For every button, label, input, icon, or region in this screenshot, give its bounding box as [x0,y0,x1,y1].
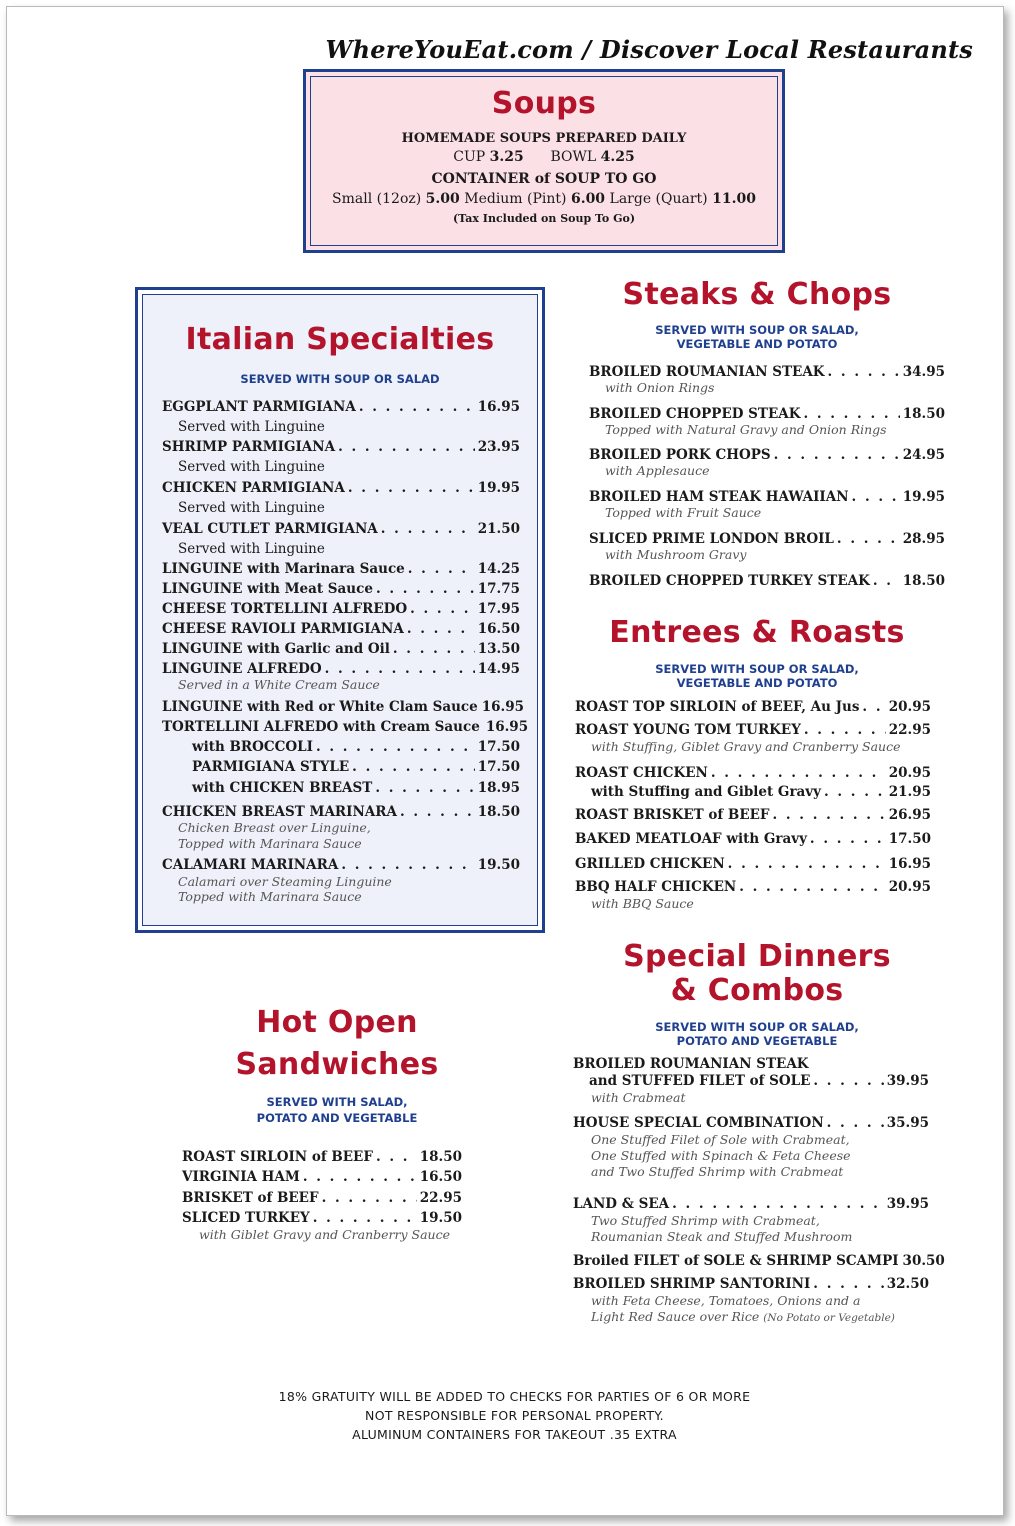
menu-item: BROILED ROUMANIAN STEAK . . . 34.95 [589,363,945,381]
menu-item: ROAST BRISKET of BEEF . . . 26.95 [575,806,931,824]
site-header: WhereYouEat.com / Discover Local Restaurants [325,35,973,64]
item-desc: with Feta Cheese, Tomatoes, Onions and a [591,1293,861,1308]
item-desc: Topped with Marinara Sauce [178,889,362,904]
item-desc: with BBQ Sauce [591,896,694,911]
menu-item: BBQ HALF CHICKEN . . . 20.95 [575,878,931,896]
special-title-2: & Combos [670,973,844,1008]
italian-box [135,287,545,933]
soups-tax-note: (Tax Included on Soup To Go) [452,212,636,225]
steaks-title: Steaks & Chops [622,277,892,312]
sandwiches-subtitle-1: SERVED WITH SALAD, [266,1095,408,1109]
item-desc: and Two Stuffed Shrimp with Crabmeat [591,1164,844,1179]
menu-item: ROAST TOP SIRLOIN of BEEF, Au Jus . . . 20.95 [575,698,931,716]
bowl-label: BOWL [550,149,597,165]
menu-item: EGGPLANT PARMIGIANA . . . 16.95 [162,398,520,416]
menu-item: SLICED PRIME LONDON BROIL . . . 28.95 [589,530,945,548]
large-label: Large (Quart) [609,191,708,207]
footer-property: NOT RESPONSIBLE FOR PERSONAL PROPERTY. [365,1408,664,1423]
item-desc: Served in a White Cream Sauce [178,677,380,692]
menu-item: with Stuffing and Giblet Gravy . . . 21.95 [591,783,931,801]
item-desc: Served with Linguine [178,419,325,435]
menu-item: ROAST CHICKEN . . . 20.95 [575,764,931,782]
menu-item: LINGUINE with Garlic and Oil . . . 13.50 [162,640,520,658]
menu-item: HOUSE SPECIAL COMBINATION . . . 35.95 [573,1114,929,1132]
bowl-price: 4.25 [600,149,635,165]
soups-cup-bowl [306,148,782,166]
steaks-subtitle-2: VEGETABLE AND POTATO [676,337,838,351]
menu-item: CHICKEN BREAST MARINARA . . . 18.50 [162,803,520,821]
menu-item: SHRIMP PARMIGIANA . . . 23.95 [162,438,520,456]
menu-item: LAND & SEA . . . 39.95 [573,1195,929,1213]
special-subtitle-1: SERVED WITH SOUP OR SALAD, [655,1020,859,1034]
item-desc: with Mushroom Gravy [605,547,747,562]
item-desc: Topped with Natural Gravy and Onion Rings [605,422,887,437]
menu-item: LINGUINE with Red or White Clam Sauce 16.95 [162,699,524,715]
soups-box [303,69,785,253]
menu-item: BAKED MEATLOAF with Gravy . . . 17.50 [575,830,931,848]
menu-item: SLICED TURKEY . . . 19.50 [182,1209,462,1227]
soups-sizes [306,190,782,208]
menu-item: VEAL CUTLET PARMIGIANA . . . 21.50 [162,520,520,538]
item-desc: One Stuffed Filet of Sole with Crabmeat, [591,1132,850,1147]
item-desc: Topped with Marinara Sauce [178,836,362,851]
menu-item: CHEESE RAVIOLI PARMIGIANA . . . 16.50 [162,620,520,638]
menu-item: Broiled FILET of SOLE & SHRIMP SCAMPI 30.50 [573,1253,945,1269]
item-desc: Chicken Breast over Linguine, [178,820,371,835]
menu-item: GRILLED CHICKEN . . . 16.95 [575,855,931,873]
special-title-1: Special Dinners [623,939,891,974]
small-price: 5.00 [425,191,460,207]
item-desc: with Onion Rings [605,380,715,395]
cup-label: CUP [453,149,486,165]
item-desc: Roumanian Steak and Stuffed Mushroom [591,1229,853,1244]
item-desc: One Stuffed with Spinach & Feta Cheese [591,1148,851,1163]
menu-item: TORTELLINI ALFREDO with Cream Sauce 16.95 [162,719,529,735]
item-desc: with Applesauce [605,463,710,478]
menu-item: BROILED HAM STEAK HAWAIIAN . . . 19.95 [589,488,945,506]
menu-page [6,6,1004,1516]
menu-item: CHICKEN PARMIGIANA . . . 19.95 [162,479,520,497]
menu-item: LINGUINE ALFREDO . . . 14.95 [162,660,520,678]
entrees-subtitle-2: VEGETABLE AND POTATO [676,676,838,690]
soups-container-title: CONTAINER of SOUP TO GO [431,171,657,187]
menu-item: ROAST SIRLOIN of BEEF . . . 18.50 [182,1148,462,1166]
footer-gratuity: 18% GRATUITY WILL BE ADDED TO CHECKS FOR PARTIES OF 6 OR MORE [278,1389,751,1404]
soups-daily: HOMEMADE SOUPS PREPARED DAILY [401,131,687,146]
medium-label: Medium (Pint) [464,191,567,207]
menu-item: CHEESE TORTELLINI ALFREDO . . . 17.95 [162,600,520,618]
entrees-subtitle-1: SERVED WITH SOUP OR SALAD, [655,662,859,676]
item-desc: Served with Linguine [178,500,325,516]
sandwiches-subtitle-2: POTATO AND VEGETABLE [256,1111,418,1125]
menu-item: BROILED SHRIMP SANTORINI . . . 32.50 [573,1275,929,1293]
sandwiches-title-1: Hot Open [256,1005,418,1040]
large-price: 11.00 [712,191,756,207]
cup-price: 3.25 [489,149,524,165]
item-desc: Two Stuffed Shrimp with Crabmeat, [591,1213,820,1228]
footer-containers: ALUMINUM CONTAINERS FOR TAKEOUT .35 EXTRA [352,1427,677,1442]
sandwiches-title-2: Sandwiches [235,1047,439,1082]
special-subtitle-2: POTATO AND VEGETABLE [676,1034,838,1048]
menu-item: and STUFFED FILET of SOLE . . . 39.95 [589,1072,929,1090]
menu-item: BROILED CHOPPED TURKEY STEAK . . . 18.50 [589,572,945,590]
menu-item: with CHICKEN BREAST . . . 18.95 [192,779,520,797]
entrees-title: Entrees & Roasts [609,615,905,650]
item-desc: Served with Linguine [178,541,325,557]
menu-item: with BROCCOLI . . . 17.50 [192,738,520,756]
soups-title: Soups [491,86,597,121]
item-desc [591,1309,895,1326]
medium-price: 6.00 [570,191,606,207]
menu-item: VIRGINIA HAM . . . 16.50 [182,1168,462,1186]
santorini-desc-2: Light Red Sauce over Rice [591,1309,760,1324]
italian-title: Italian Specialties [185,322,495,357]
combo-title-line: BROILED ROUMANIAN STEAK [573,1056,809,1072]
item-desc: with Stuffing, Giblet Gravy and Cranberry Sauce [591,739,901,754]
santorini-note: (No Potato or Vegetable) [763,1312,895,1324]
menu-item: BROILED CHOPPED STEAK . . . 18.50 [589,405,945,423]
italian-subtitle: SERVED WITH SOUP OR SALAD [240,372,440,386]
menu-item: BRISKET of BEEF . . . 22.95 [182,1189,462,1207]
menu-item: BROILED PORK CHOPS . . . 24.95 [589,446,945,464]
item-desc: Topped with Fruit Sauce [605,505,762,520]
menu-item: ROAST YOUNG TOM TURKEY . . . 22.95 [575,721,931,739]
item-desc: with Crabmeat [591,1090,686,1105]
menu-item: CALAMARI MARINARA . . . 19.50 [162,856,520,874]
small-label: Small (12oz) [332,191,422,207]
menu-item: PARMIGIANA STYLE . . . 17.50 [192,758,520,776]
menu-item: LINGUINE with Marinara Sauce . . . 14.25 [162,560,520,578]
steaks-subtitle-1: SERVED WITH SOUP OR SALAD, [655,323,859,337]
item-desc: with Giblet Gravy and Cranberry Sauce [199,1227,451,1242]
menu-item: LINGUINE with Meat Sauce . . . 17.75 [162,580,520,598]
item-desc: Calamari over Steaming Linguine [178,874,392,889]
item-desc: Served with Linguine [178,459,325,475]
